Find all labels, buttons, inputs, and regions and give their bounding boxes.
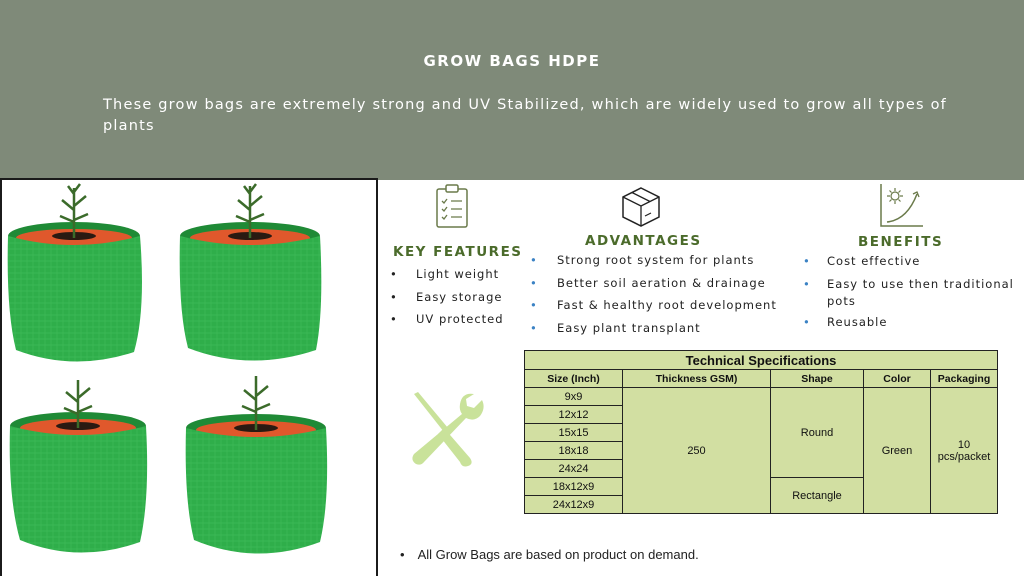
table-caption: Technical Specifications [525, 351, 998, 370]
bullet: • [530, 253, 538, 267]
benefits-list [803, 254, 1018, 329]
advantages-title: ADVANTAGES [585, 233, 702, 249]
size-cell: 18x18 [525, 442, 623, 460]
wrench-screwdriver-icon [404, 388, 486, 470]
grow-bags-photo [0, 178, 378, 576]
size-cell: 18x12x9 [525, 478, 623, 496]
bullet: • [803, 315, 811, 329]
bullet: • [530, 275, 538, 290]
grow-bag [180, 184, 322, 361]
grow-bag [10, 380, 147, 553]
list-item: • Easy plant transplant [530, 320, 701, 335]
list-item: • Easy to use then traditional pots [803, 277, 1014, 308]
bullet: • [803, 277, 811, 291]
benefits-title: BENEFITS [858, 234, 944, 250]
page-title: GROW BAGS HDPE [423, 52, 601, 70]
grow-bags-illustration [2, 180, 376, 578]
grow-bag [186, 376, 327, 554]
list-item: • Reusable [803, 315, 888, 329]
size-cell: 12x12 [525, 406, 623, 424]
column-header: Color [864, 370, 931, 388]
advantages-list [530, 253, 777, 343]
column-header: Thickness GSM) [623, 370, 771, 388]
color-cell: Green [864, 388, 931, 514]
bullet: • [390, 312, 398, 326]
page-subtitle: These grow bags are extremely strong and UV Stabilized, which are widely used to grow all types of plants [103, 97, 947, 134]
bullet: • [803, 254, 811, 268]
list-item: • Light weight [390, 267, 500, 281]
bullet: • [530, 298, 538, 312]
packaging-cell: 10 pcs/packet [931, 388, 998, 514]
list-item: • UV protected [390, 312, 504, 326]
header-banner [0, 0, 1024, 180]
list-item: • Cost effective [803, 254, 921, 268]
shape-cell: Round [771, 388, 864, 478]
column-header: Size (Inch) [525, 370, 623, 388]
bullet: • [390, 267, 398, 281]
list-item: • Easy storage [390, 289, 503, 304]
size-cell: 15x15 [525, 424, 623, 442]
size-cell: 24x24 [525, 460, 623, 478]
checklist-icon [434, 184, 470, 230]
shape-cell: Rectangle [771, 478, 864, 514]
list-item: • Better soil aeration & drainage [530, 275, 766, 290]
growth-chart-icon [879, 182, 925, 230]
grow-bag [8, 184, 142, 362]
footer-note [400, 547, 699, 562]
list-item: • Fast & healthy root development [530, 298, 777, 312]
footer-note-text: All Grow Bags are based on product on demand. [417, 547, 699, 562]
thickness-cell: 250 [623, 388, 771, 514]
column-header: Shape [771, 370, 864, 388]
key-features-title: KEY FEATURES [393, 244, 523, 260]
box-icon [621, 186, 661, 228]
size-cell: 24x12x9 [525, 496, 623, 514]
bullet: • [390, 289, 398, 304]
bullet: • [400, 547, 405, 562]
size-cell: 9x9 [525, 388, 623, 406]
bullet: • [530, 320, 538, 335]
list-item: • Strong root system for plants [530, 253, 755, 267]
key-features-list [390, 267, 504, 335]
technical-specifications-table [524, 350, 998, 514]
column-header: Packaging [931, 370, 998, 388]
